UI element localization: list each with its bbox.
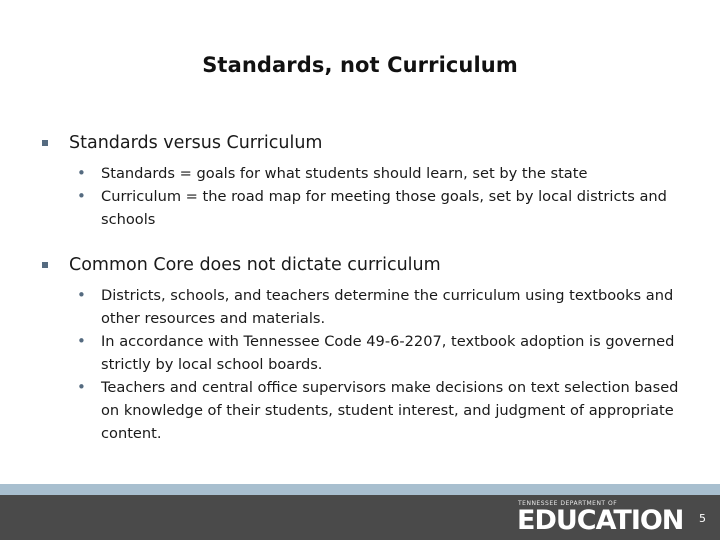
list-item-text: Teachers and central office supervisors make decisions on text selection based on knowledge of their students, student interest, and judgment of appropriate content. xyxy=(101,379,679,442)
footer-stripe xyxy=(0,484,720,495)
list-item-text: In accordance with Tennessee Code 49-6-2207, textbook adoption is governed strictly by local school boards. xyxy=(101,333,675,373)
list-item xyxy=(77,284,692,330)
list-item xyxy=(77,376,692,445)
list-item xyxy=(77,330,692,376)
round-bullet-icon: • xyxy=(77,164,86,182)
slide-body xyxy=(42,131,692,467)
slide-title: Standards, not Curriculum xyxy=(202,53,518,77)
list-item-text: Districts, schools, and teachers determine the curriculum using textbooks and other resources and materials. xyxy=(101,287,674,327)
section-heading xyxy=(42,131,692,155)
round-bullet-icon: • xyxy=(77,378,86,396)
round-bullet-icon: • xyxy=(77,332,86,350)
list-item-text: Curriculum = the road map for meeting those goals, set by local districts and schools xyxy=(101,188,667,228)
square-bullet-icon xyxy=(42,131,52,155)
round-bullet-icon: • xyxy=(77,286,86,304)
list-item-text: Standards = goals for what students should learn, set by the state xyxy=(101,165,588,182)
bullet-list xyxy=(42,162,692,231)
page-number: 5 xyxy=(699,512,706,525)
logo-department-text: TENNESSEE DEPARTMENT OF xyxy=(518,500,618,507)
round-bullet-icon: • xyxy=(77,187,86,205)
section-heading-text: Common Core does not dictate curriculum xyxy=(69,255,441,275)
bullet-list xyxy=(42,284,692,445)
section-heading xyxy=(42,253,692,277)
section-standards-vs-curriculum xyxy=(42,131,692,231)
section-heading-text: Standards versus Curriculum xyxy=(69,133,323,153)
square-bullet-icon xyxy=(42,253,52,277)
logo-education-text: EDUCATION xyxy=(517,505,684,536)
section-common-core xyxy=(42,253,692,445)
list-item xyxy=(77,162,692,185)
list-item xyxy=(77,185,692,231)
